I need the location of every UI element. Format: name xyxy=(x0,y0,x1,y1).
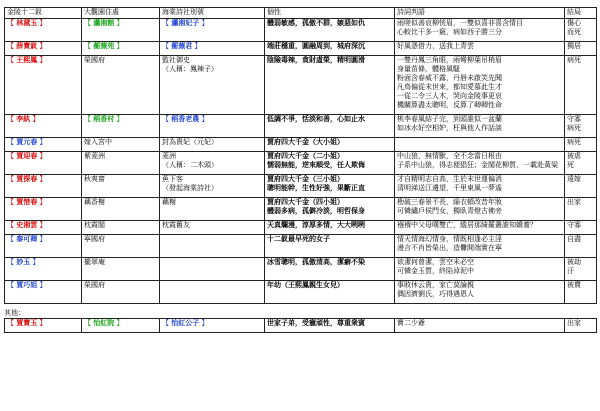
name-cell xyxy=(5,19,82,42)
poetry-alias: 【 稻香老農 】 xyxy=(162,115,209,123)
name-cell xyxy=(5,235,82,258)
residence: 紫菱洲 xyxy=(84,152,105,160)
residence-cell xyxy=(82,175,160,198)
ending-line: 出家 xyxy=(567,319,581,327)
poem-line: 粉面含春威不露，丹唇未啟笑先聞 xyxy=(397,74,502,82)
personality-cell xyxy=(265,115,395,138)
table-row xyxy=(5,221,597,235)
residence-cell xyxy=(82,258,160,281)
ending-line: 被虐 xyxy=(567,152,581,160)
character-name-text: 薛寶釵 xyxy=(16,42,38,50)
poem-cell xyxy=(395,258,565,281)
residence-cell xyxy=(82,198,160,221)
poem-cell xyxy=(395,152,565,175)
alias-cell xyxy=(160,235,265,258)
ending-line: 被賣 xyxy=(567,281,581,289)
character-name-text: 史湘雲 xyxy=(16,221,38,229)
name-cell xyxy=(5,319,82,333)
name-cell xyxy=(5,221,82,235)
alias-note: （人稱：鳳辣子） xyxy=(162,65,218,73)
header-cell: 金陵十二釵 xyxy=(5,8,82,19)
character-name: 【 賈迎春 】 xyxy=(7,152,47,160)
personality-cell xyxy=(265,235,395,258)
poem-line: 心較比干多一竅，病如西子勝三分 xyxy=(397,28,502,36)
header-cell: 詩詞判語 xyxy=(395,8,565,19)
poem-cell xyxy=(395,56,565,115)
poem-cell xyxy=(395,198,565,221)
residence: 【 瀟湘館 】 xyxy=(84,19,124,27)
character-name-text: 賈元春 xyxy=(16,138,38,146)
character-name: 【 薛寶釵 】 xyxy=(7,42,47,50)
character-name-text: 林黛玉 xyxy=(16,19,38,27)
table-row xyxy=(5,115,597,138)
ending-cell xyxy=(565,221,597,235)
table-row xyxy=(5,138,597,152)
ending-cell xyxy=(565,281,597,304)
poem-cell xyxy=(395,19,565,42)
personality-cell xyxy=(265,319,395,333)
ending-line: 獨居 xyxy=(567,42,581,50)
residence: 【 蘅蕪苑 】 xyxy=(84,42,124,50)
ending-line: 傷心 xyxy=(567,19,581,27)
poem-line: 可憐金玉質，終陷淖泥中 xyxy=(397,267,474,275)
ending-cell xyxy=(565,319,597,333)
residence-text: 怡紅院 xyxy=(93,319,115,327)
ending-cell xyxy=(565,198,597,221)
personality-line: 賈府四大千金（三小姐） xyxy=(267,175,344,183)
character-name: 【 秦可卿 】 xyxy=(7,235,47,243)
poem-cell xyxy=(395,221,565,235)
poetry-alias: 藕榭 xyxy=(162,198,176,206)
name-cell xyxy=(5,56,82,115)
residence-text: 蘅蕪苑 xyxy=(93,42,115,50)
alias-cell xyxy=(160,281,265,304)
poem-cell xyxy=(395,138,565,152)
residence-cell xyxy=(82,42,160,56)
character-name-text: 秦可卿 xyxy=(16,235,38,243)
personality-cell xyxy=(265,281,395,304)
residence: 藕香榭 xyxy=(84,198,105,206)
personality-line: 低調不爭，恬淡和善，心如止水 xyxy=(267,115,365,123)
residence-cell xyxy=(82,19,160,42)
personality-cell xyxy=(265,138,395,152)
poetry-alias: 菱洲 xyxy=(162,152,176,160)
character-name-text: 李紈 xyxy=(16,115,31,123)
personality-line: 賈府四大千金（二小姐） xyxy=(267,152,344,160)
personality-line: 端莊穩重，圓融周到，城府深沉 xyxy=(267,42,365,50)
residence-cell xyxy=(82,235,160,258)
table-row xyxy=(5,42,597,56)
residence: 【 稻香村 】 xyxy=(84,115,124,123)
alias-cell xyxy=(160,19,265,42)
poem-line: 事敗休云貴，家亡莫論親 xyxy=(397,281,474,289)
residence-text: 稻香村 xyxy=(93,115,115,123)
header-cell: 結局 xyxy=(565,8,597,19)
personality-line: 賈府四大千金（四小姐） xyxy=(267,198,344,206)
header-cell: 個性 xyxy=(265,8,395,19)
personality-line: 陰險毒辣，貪財虛榮，精明圓滑 xyxy=(267,56,365,64)
poetry-alias: 封為貴妃（元妃） xyxy=(162,138,218,146)
residence-cell xyxy=(82,56,160,115)
alias-cell xyxy=(160,198,265,221)
poem-line: 一雙丹鳳三角眼，兩彎柳葉吊梢眉 xyxy=(397,56,502,64)
personality-line: 懦弱無能，逆來順受，任人欺侮 xyxy=(267,161,365,169)
ending-line: 守寡 xyxy=(567,115,581,123)
poetry-alias: 【 瀟湘妃子 】 xyxy=(162,19,209,27)
ending-line: 自盡 xyxy=(567,235,581,243)
alias-cell xyxy=(160,42,265,56)
character-name-text: 妙玉 xyxy=(16,258,31,266)
personality-line: 賈府四大千金（大小姐） xyxy=(267,138,344,146)
personality-cell xyxy=(265,258,395,281)
ending-cell xyxy=(565,56,597,115)
poem-line: 如冰水好空相妒，枉與他人作話談 xyxy=(397,124,502,132)
poem-cell xyxy=(395,235,565,258)
ending-line: 病死 xyxy=(567,138,581,146)
header-cell: 海棠詩社別號 xyxy=(160,8,265,19)
residence: 【 怡紅院 】 xyxy=(84,319,124,327)
residence-cell xyxy=(82,221,160,235)
table-row xyxy=(5,152,597,175)
alias-note: （發起海棠詩社） xyxy=(162,184,218,192)
residence-cell xyxy=(82,152,160,175)
table-row xyxy=(5,258,597,281)
poem-line: 可憐繡戶侯門女，獨臥青燈古佛旁 xyxy=(397,207,502,215)
character-name: 【 史湘雲 】 xyxy=(7,221,47,229)
residence: 榮國府 xyxy=(84,281,105,289)
ending-line: 被劫 xyxy=(567,258,581,266)
poem-line: 好風憑借力，送我上青雲 xyxy=(397,42,474,50)
poetry-alias-text: 蘅蕪君 xyxy=(171,42,193,50)
character-name: 【 賈巧姐 】 xyxy=(7,281,47,289)
poem-line: 一從二令三人木，哭向金陵事更哀 xyxy=(397,92,502,100)
table-row xyxy=(5,56,597,115)
alias-cell xyxy=(160,115,265,138)
table-header-row xyxy=(5,8,597,19)
poem-line: 清明涕送江邊望，千里東風一夢遙 xyxy=(397,184,502,192)
poetry-alias-text: 瀟湘妃子 xyxy=(171,19,200,27)
alias-cell xyxy=(160,56,265,115)
poem-line: 桃李春風結子完，到頭誰似一盆蘭 xyxy=(397,115,502,123)
poem-cell xyxy=(395,115,565,138)
ending-cell xyxy=(565,258,597,281)
residence-cell xyxy=(82,138,160,152)
table-row xyxy=(5,319,597,333)
poem-line: 偶因濟劉氏，巧得遇恩人 xyxy=(397,290,474,298)
poetry-alias: 蕉下客 xyxy=(162,175,183,183)
character-name-text: 賈迎春 xyxy=(16,152,38,160)
poem-line: 勘破三春景不長，緇衣頓改昔年妝 xyxy=(397,198,502,206)
character-name: 【 王熙鳳 】 xyxy=(7,56,47,64)
personality-cell xyxy=(265,42,395,56)
personality-line: 天真爛漫，淳厚多情，大大咧咧 xyxy=(267,221,365,229)
poem-line: 子系中山狼，得志便猖狂；金閨花柳質，一載赴黃粱 xyxy=(397,161,558,169)
ending-cell xyxy=(565,138,597,152)
ending-line: 出家 xyxy=(567,198,581,206)
name-cell xyxy=(5,42,82,56)
poem-line: 才自精明志自高，生於末世運偏消 xyxy=(397,175,502,183)
poetry-alias: 【 蘅蕪君 】 xyxy=(162,42,202,50)
poem-line: 中山狼，無情獸，全不念當日根由 xyxy=(397,152,502,160)
header-cell: 大觀園住處 xyxy=(82,8,160,19)
character-name-text: 賈惜春 xyxy=(16,198,38,206)
character-name: 【 李紈 】 xyxy=(7,115,40,123)
ending-line: 而死 xyxy=(567,28,581,36)
ending-line: 病死 xyxy=(567,56,581,64)
ending-line: 守寡 xyxy=(567,221,581,229)
character-name-text: 賈探春 xyxy=(16,175,38,183)
name-cell xyxy=(5,281,82,304)
poem-line: 情天情海幻情身，情既相逢必主淫 xyxy=(397,235,502,243)
personality-line: 十二釵最早死的女子 xyxy=(267,235,330,243)
name-cell xyxy=(5,258,82,281)
name-cell xyxy=(5,175,82,198)
ending-cell xyxy=(565,235,597,258)
residence: 攏翠庵 xyxy=(84,258,105,266)
character-name-text: 王熙鳳 xyxy=(16,56,38,64)
personality-cell xyxy=(265,152,395,175)
residence-text: 瀟湘館 xyxy=(93,19,115,27)
residence-cell xyxy=(82,115,160,138)
alias-cell xyxy=(160,221,265,235)
name-cell xyxy=(5,115,82,138)
character-name-text: 賈寶玉 xyxy=(16,319,38,327)
name-cell xyxy=(5,198,82,221)
table-row xyxy=(5,235,597,258)
ending-line: 遠嫁 xyxy=(567,175,581,183)
poem-line: 襁褓中父母嘆雙亡，縱居那綺羅叢誰知嬌養？ xyxy=(397,221,537,229)
poem-line xyxy=(397,138,562,147)
character-name: 【 賈惜春 】 xyxy=(7,198,47,206)
personality-line: 年幼（王熙鳳親生女兒） xyxy=(267,281,344,289)
alias-cell xyxy=(160,175,265,198)
poem-cell xyxy=(395,42,565,56)
name-cell xyxy=(5,152,82,175)
personality-line: 聰明能幹，生性好強，果斷正直 xyxy=(267,184,365,192)
characters-table xyxy=(4,7,597,304)
poem-line: 身量苗條，體格風騷 xyxy=(397,65,460,73)
residence: 寧國府 xyxy=(84,235,105,243)
character-name: 【 妙玉 】 xyxy=(7,258,40,266)
poem-line: 欲潔何曾潔，雲空未必空 xyxy=(397,258,474,266)
poetry-alias: 枕霞舊友 xyxy=(162,221,190,229)
residence: 秋爽齋 xyxy=(84,175,105,183)
personality-cell xyxy=(265,175,395,198)
character-name: 【 賈探春 】 xyxy=(7,175,47,183)
poetry-alias: 【 怡紅公子 】 xyxy=(162,319,209,327)
personality-cell xyxy=(265,19,395,42)
poem-line: 漫言不肖皆榮出，造釁開端實在寧 xyxy=(397,244,502,252)
personality-cell xyxy=(265,221,395,235)
ending-line: 死 xyxy=(567,161,574,169)
ending-cell xyxy=(565,152,597,175)
poem-cell xyxy=(395,319,565,333)
character-name: 【 賈寶玉 】 xyxy=(7,319,47,327)
table-row xyxy=(5,175,597,198)
poem-cell xyxy=(395,175,565,198)
name-cell xyxy=(5,138,82,152)
poem-cell xyxy=(395,281,565,304)
ending-cell xyxy=(565,175,597,198)
personality-line: 體弱多病，孤僻冷淡，明哲保身 xyxy=(267,207,365,215)
table-row xyxy=(5,281,597,304)
poem-line: 雨嗟似善哀柳恍眉，一雙似喜非喜含情目 xyxy=(397,19,523,27)
ending-cell xyxy=(565,115,597,138)
personality-line: 世家子弟，受寵頑性，尊重衆賓 xyxy=(267,319,365,327)
ending-line: 汙 xyxy=(567,267,574,275)
character-name: 【 林黛玉 】 xyxy=(7,19,47,27)
character-name-text: 賈巧姐 xyxy=(16,281,38,289)
alias-cell xyxy=(160,319,265,333)
poem-line: 凡鳥偏從末世來，都知愛慕此生才 xyxy=(397,83,502,91)
poetry-alias-text: 稻香老農 xyxy=(171,115,200,123)
personality-line: 冰雪聰明，孤傲清高，潔癖不染 xyxy=(267,258,365,266)
character-name: 【 賈元春 】 xyxy=(7,138,47,146)
alias-note: （人稱：二木頭） xyxy=(162,161,218,169)
table-row xyxy=(5,198,597,221)
ending-line: 病死 xyxy=(567,124,581,132)
alias-cell xyxy=(160,138,265,152)
table-row xyxy=(5,19,597,42)
residence: 枕霞閣 xyxy=(84,221,105,229)
residence-cell xyxy=(82,281,160,304)
alias-cell xyxy=(160,152,265,175)
personality-line: 體弱敏感，孤傲不群，嫉惡如仇 xyxy=(267,19,365,27)
personality-cell xyxy=(265,56,395,115)
extra-table xyxy=(4,318,597,333)
alias-cell xyxy=(160,258,265,281)
residence: 嫁入宮中 xyxy=(84,138,112,146)
residence-cell xyxy=(82,319,160,333)
poetry-alias-text: 怡紅公子 xyxy=(171,319,200,327)
personality-cell xyxy=(265,198,395,221)
ending-cell xyxy=(565,42,597,56)
poem-line: 寶二少爺 xyxy=(397,319,425,327)
ending-cell xyxy=(565,19,597,42)
poem-line: 機關算盡太聰明，反算了卿卿性命 xyxy=(397,101,502,109)
residence: 榮國府 xyxy=(84,56,105,64)
others-label: 其他： xyxy=(4,309,25,317)
poetry-alias: 監社御史 xyxy=(162,56,190,64)
